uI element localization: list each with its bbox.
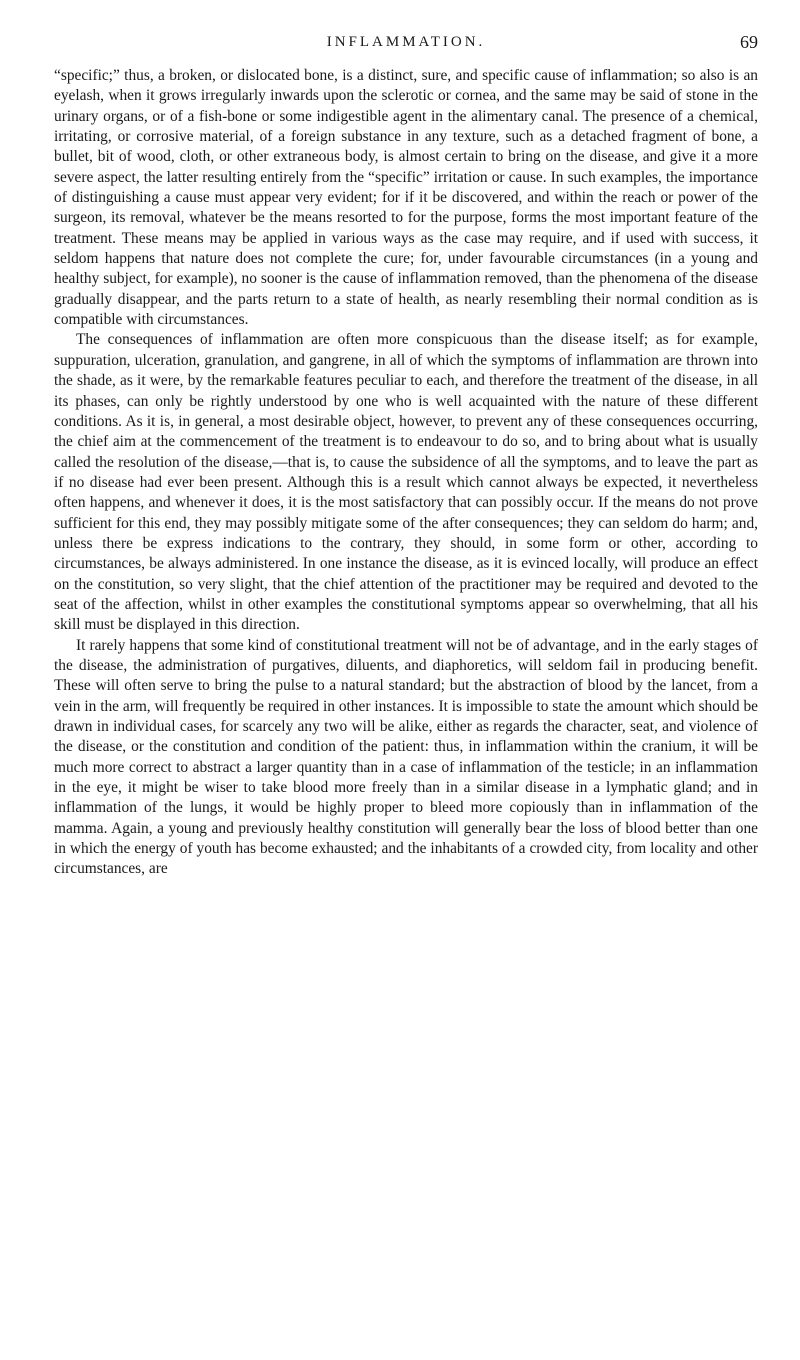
paragraph-1: “specific;” thus, a broken, or dislocated bone, is a distinct, sure, and specific cause of inflammation; so also is an eyelash, when it grows irregularly inwards upon the sclerotic or cornea, and the same may be said of stone in the urinary organs, or of a fish-bone or some indigestible agent in the alimentary canal. The presence of a chemical, irritating, or corrosive material, of a foreign substance in any texture, such as a detached fragment of bone, a bullet, bit of wood, cloth, or other extraneous body, is almost certain to bring on the disease, and give it a more severe aspect, the latter resulting entirely from the “specific” irritation or cause. In such examples, the importance of distinguishing a cause must appear very evident; for if it be discovered, and within the reach or power of the surgeon, its removal, whatever be the means resorted to for the purpose, forms the most important feature of the treatment. These means may be applied in various ways as the case may require, and if used with success, it seldom happens that nature does not complete the cure; for, under favourable circumstances (in a young and healthy subject, for example), no sooner is the cause of inflammation removed, than the phenomena of the disease gradually disappear, and the parts return to a state of health, as nearly resembling their normal condition as is compatible with circumstances. bbox=[54, 67, 758, 329]
paragraph-2: The consequences of inflammation are often more conspicuous than the disease itself; as for example, suppuration, ulceration, granulation, and gangrene, in all of which the symptoms of inflammation are thrown into the shade, as it were, by the remarkable features peculiar to each, and therefore the treatment of the disease, in all its phases, can only be rightly understood by one who is well acquainted with the nature of these different conditions. As it is, in general, a most desirable object, however, to prevent any of these consequences occurring, the chief aim at the commencement of the treatment is to endeavour to do so, and to bring about what is usually called the resolution of the disease,—that is, to cause the subsidence of all the symptoms, and to leave the part as if no disease had ever been present. Although this is a result which cannot always be expected, it nevertheless often happens, and whenever it does, it is the most satisfactory that can possibly occur. If the means do not prove sufficient for this end, they may possibly mitigate some of the after consequences; they can seldom do harm; and, unless there be express indications to the contrary, they should, in some form or other, according to circumstances, be always administered. In one instance the disease, as it is evinced locally, will produce an effect on the constitution, so very slight, that the chief attention of the practitioner may be required and devoted to the seat of the affection, whilst in other examples the constitutional symptoms appear so overwhelming, that all his skill must be displayed in this direction. bbox=[54, 331, 758, 634]
running-title: INFLAMMATION. bbox=[326, 34, 486, 50]
body-text bbox=[54, 66, 758, 880]
book-page bbox=[54, 0, 758, 1360]
paragraph-3: It rarely happens that some kind of constitutional treatment will not be of advantage, and in the early stages of the disease, the administration of purgatives, diluents, and diaphoretics, will seldom fail in producing benefit. These will often serve to bring the pulse to a natural standard; but the abstraction of blood by the lancet, from a vein in the arm, will frequently be required in other instances. It is impossible to state the amount which should be drawn in individual cases, for scarcely any two will be alike, either as regards the character, seat, and violence of the disease, or the constitution and condition of the patient: thus, in inflammation within the cranium, it will be much more correct to abstract a larger quantity than in a case of inflammation of the testicle; in an inflammation in the eye, it might be wiser to take blood more freely than in a similar disease in a lymphatic gland; and in inflammation of the lungs, it would be highly proper to bleed more copiously than in inflammation of the mamma. Again, a young and previously healthy constitution will generally bear the loss of blood better than one in which the energy of youth has become exhausted; and the inhabitants of a crowded city, from locality and other circumstances, are bbox=[54, 636, 758, 878]
running-head bbox=[54, 34, 758, 58]
page-number: 69 bbox=[740, 32, 758, 52]
